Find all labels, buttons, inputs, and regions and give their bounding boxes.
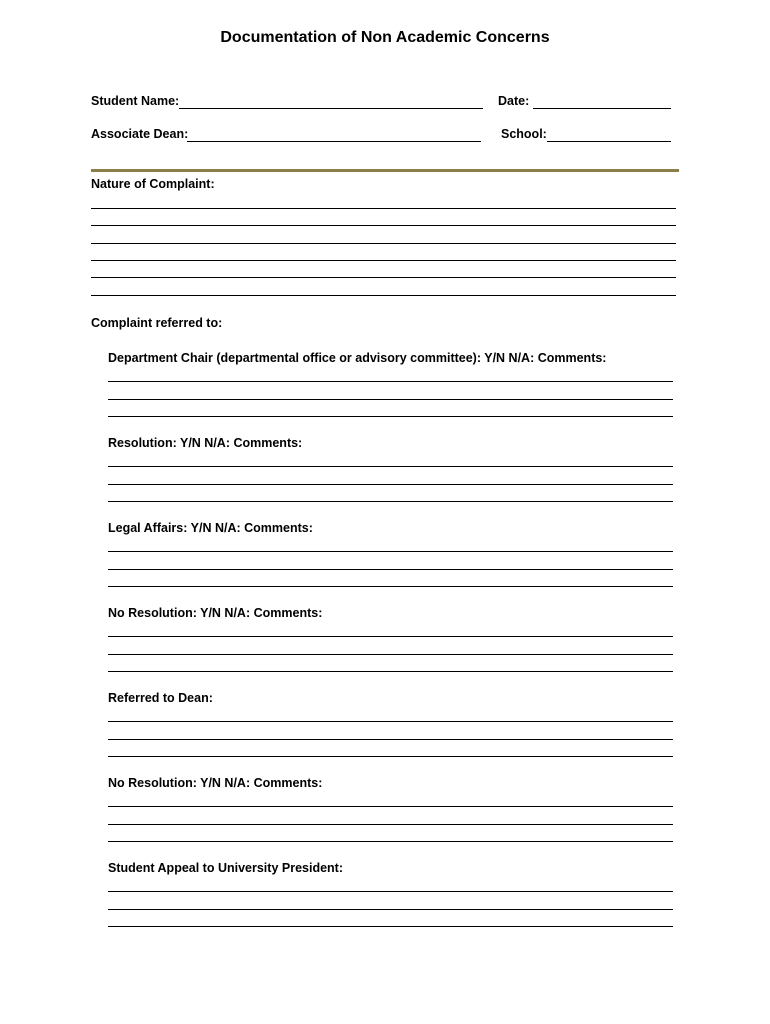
comment-line[interactable]	[108, 484, 673, 485]
complaint-line[interactable]	[91, 225, 676, 226]
department-chair-label: Department Chair (departmental office or advisory committee): Y/N N/A: Comments:	[108, 351, 607, 365]
comment-line[interactable]	[108, 416, 673, 417]
comment-line[interactable]	[108, 824, 673, 825]
comment-line[interactable]	[108, 569, 673, 570]
school-label: School:	[501, 127, 547, 141]
comment-line[interactable]	[108, 721, 673, 722]
comment-line[interactable]	[108, 739, 673, 740]
school-field[interactable]	[547, 141, 671, 142]
nature-of-complaint-label: Nature of Complaint:	[91, 177, 215, 191]
student-appeal-label: Student Appeal to University President:	[108, 861, 343, 875]
complaint-line[interactable]	[91, 208, 676, 209]
resolution-label: Resolution: Y/N N/A: Comments:	[108, 436, 303, 450]
comment-line[interactable]	[108, 806, 673, 807]
date-field[interactable]	[533, 108, 671, 109]
comment-line[interactable]	[108, 501, 673, 502]
comment-line[interactable]	[108, 381, 673, 382]
student-name-date-row	[91, 94, 673, 112]
comment-line[interactable]	[108, 466, 673, 467]
complaint-line[interactable]	[91, 295, 676, 296]
referred-to-dean-label: Referred to Dean:	[108, 691, 213, 705]
comment-line[interactable]	[108, 926, 673, 927]
comment-line[interactable]	[108, 891, 673, 892]
associate-dean-field[interactable]	[187, 141, 481, 142]
comment-line[interactable]	[108, 551, 673, 552]
section-divider	[91, 169, 679, 172]
student-name-label: Student Name:	[91, 94, 180, 108]
complaint-line[interactable]	[91, 260, 676, 261]
comment-line[interactable]	[108, 636, 673, 637]
no-resolution-label: No Resolution: Y/N N/A: Comments:	[108, 606, 323, 620]
complaint-line[interactable]	[91, 243, 676, 244]
comment-line[interactable]	[108, 654, 673, 655]
page-title: Documentation of Non Academic Concerns	[220, 29, 550, 46]
comment-line[interactable]	[108, 909, 673, 910]
legal-affairs-label: Legal Affairs: Y/N N/A: Comments:	[108, 521, 313, 535]
comment-line[interactable]	[108, 841, 673, 842]
comment-line[interactable]	[108, 671, 673, 672]
comment-line[interactable]	[108, 756, 673, 757]
associate-dean-label: Associate Dean:	[91, 127, 189, 141]
no-resolution-label: No Resolution: Y/N N/A: Comments:	[108, 776, 323, 790]
comment-line[interactable]	[108, 586, 673, 587]
complaint-line[interactable]	[91, 277, 676, 278]
date-label: Date:	[498, 94, 530, 108]
comment-line[interactable]	[108, 399, 673, 400]
student-name-field[interactable]	[179, 108, 483, 109]
complaint-referred-label: Complaint referred to:	[91, 316, 223, 330]
associate-dean-school-row	[91, 127, 673, 145]
